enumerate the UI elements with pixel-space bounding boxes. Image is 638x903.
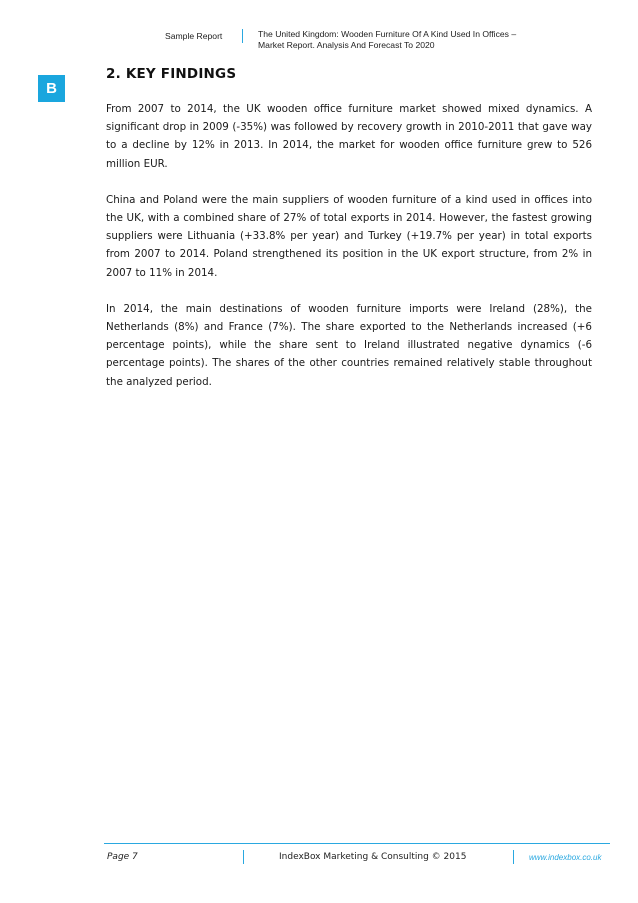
header-report-label: Sample Report xyxy=(165,31,223,41)
header-title-line-1: The United Kingdom: Wooden Furniture Of A Kind Used In Offices – xyxy=(258,29,517,39)
footer-rule xyxy=(104,843,610,844)
header-report-title xyxy=(258,29,578,51)
footer-page-number: Page 7 xyxy=(107,852,138,862)
footer-website-link[interactable]: www.indexbox.co.uk xyxy=(529,853,602,862)
findings-paragraph-3: In 2014, the main destinations of wooden furniture imports were Ireland (28%), the Netherlands (8%) and France (7%). The share exported to the Netherlands increased (+6 percentage points), while the share sent to Ireland illustrated negative dynamics (-6 percentage points). The shares of the other countries remained relatively stable throughout the analyzed period. xyxy=(106,302,592,388)
footer-divider-2 xyxy=(513,850,514,864)
footer-company: IndexBox Marketing & Consulting © 2015 xyxy=(279,852,467,862)
section-heading: 2. KEY FINDINGS xyxy=(106,66,237,82)
findings-body xyxy=(106,100,592,409)
findings-paragraph-1: From 2007 to 2014, the UK wooden office furniture market showed mixed dynamics. A significant drop in 2009 (-35%) was followed by recovery growth in 2010-2011 that gave way to a decline by 12% in 2013. In 2014, the market for wooden office furniture grew to 526 million EUR. xyxy=(106,103,592,170)
footer-divider-1 xyxy=(243,850,244,864)
header-divider xyxy=(242,29,243,43)
header-title-line-2: Market Report. Analysis And Forecast To 2020 xyxy=(258,40,435,50)
brand-logo-icon: B xyxy=(38,75,65,102)
findings-paragraph-2: China and Poland were the main suppliers of wooden furniture of a kind used in offices into the UK, with a combined share of 27% of total exports in 2014. However, the fastest growing suppliers were Lithuania (+33.8% per year) and Turkey (+19.7% per year) in total exports from 2007 to 2014. Poland strengthened its position in the UK export structure, from 2% in 2007 to 11% in 2014. xyxy=(106,193,592,279)
